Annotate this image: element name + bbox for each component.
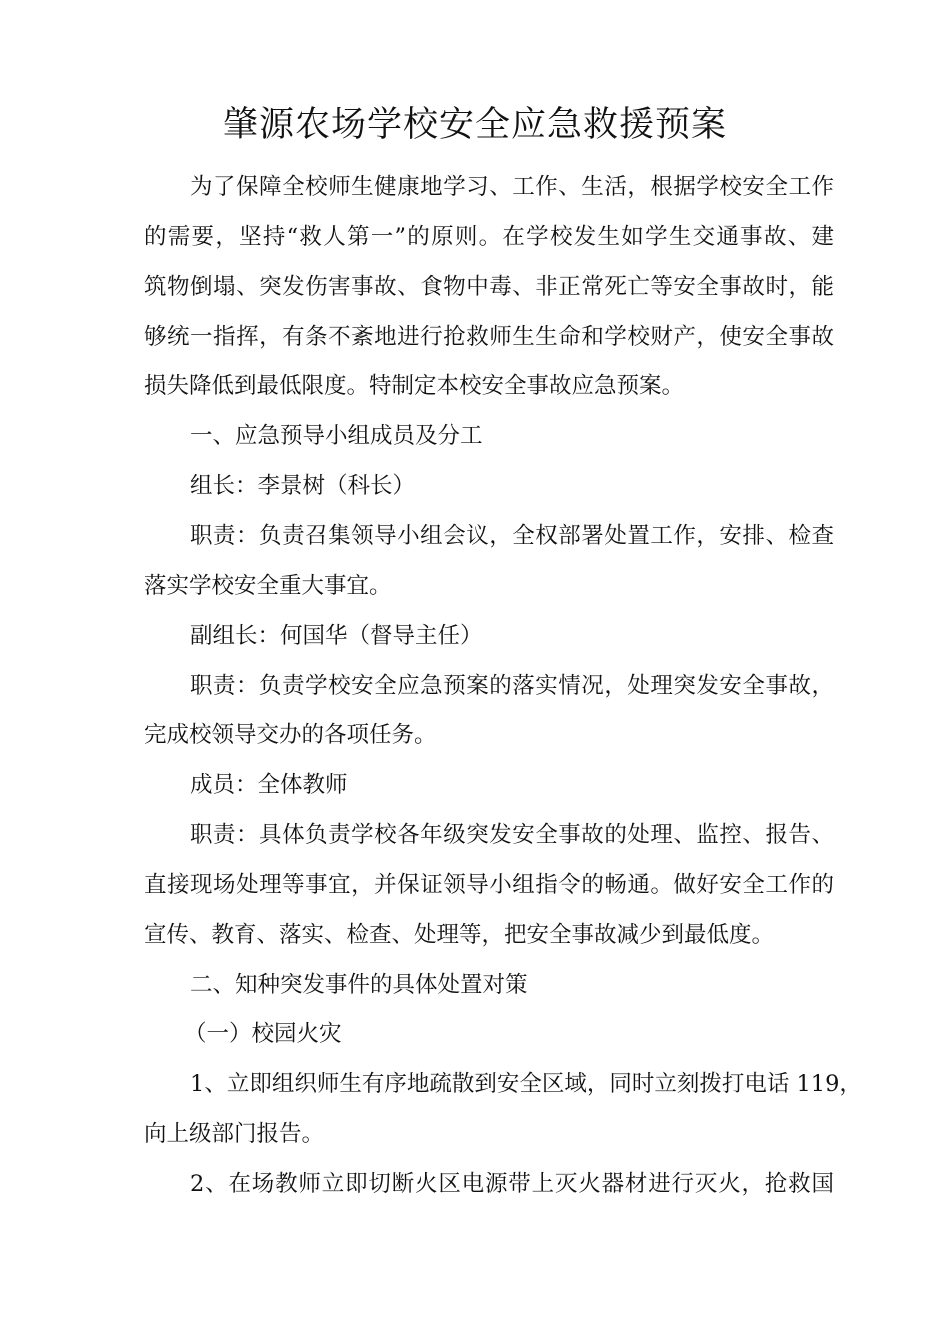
step-line: 向上级部门报告。 <box>144 1121 325 1147</box>
duty-line: 直接现场处理等事宜，并保证领导小组指令的畅通。做好安全工作的 <box>144 872 834 898</box>
step-line: 2、在场教师立即切断火区电源带上灭火器材进行灭火，抢救国 <box>190 1171 834 1197</box>
duty-line: 职责：具体负责学校各年级突发安全事故的处理、监控、报告、 <box>190 822 834 848</box>
duty-line: 完成校领导交办的各项任务。 <box>144 722 437 748</box>
deputy-leader-line: 副组长：何国华（督导主任） <box>190 623 483 649</box>
paragraph-intro-line: 为了保障全校师生健康地学习、工作、生活，根据学校安全工作 <box>190 174 834 200</box>
duty-line: 职责：负责召集领导小组会议，全权部署处置工作，安排、检查 <box>190 523 834 549</box>
step-line: 1、立即组织师生有序地疏散到安全区域，同时立刻拨打电话 119， <box>190 1071 862 1097</box>
duty-line: 落实学校安全重大事宜。 <box>144 573 392 599</box>
paragraph-intro-line: 损失降低到最低限度。特制定本校安全事故应急预案。 <box>144 373 685 399</box>
paragraph-intro-line: 的需要，坚持“救人第一”的原则。在学校发生如学生交通事故、建 <box>144 224 834 250</box>
document-title: 肇源农场学校安全应急救援预案 <box>222 105 727 145</box>
section-heading: 一、应急预导小组成员及分工 <box>190 423 483 449</box>
duty-line: 宣传、教育、落实、检查、处理等，把安全事故减少到最低度。 <box>144 922 775 948</box>
duty-line: 职责：负责学校安全应急预案的落实情况，处理突发安全事故， <box>190 673 834 699</box>
paragraph-intro-line: 筑物倒塌、突发伤害事故、食物中毒、非正常死亡等安全事故时，能 <box>144 274 834 300</box>
leader-line: 组长：李景树（科长） <box>190 473 416 499</box>
members-line: 成员：全体教师 <box>190 772 348 798</box>
paragraph-intro-line: 够统一指挥，有条不紊地进行抢救师生生命和学校财产，使安全事故 <box>144 324 834 350</box>
section-heading: 二、知种突发事件的具体处置对策 <box>190 972 528 998</box>
subsection-heading: （一）校园火灾 <box>184 1021 342 1047</box>
